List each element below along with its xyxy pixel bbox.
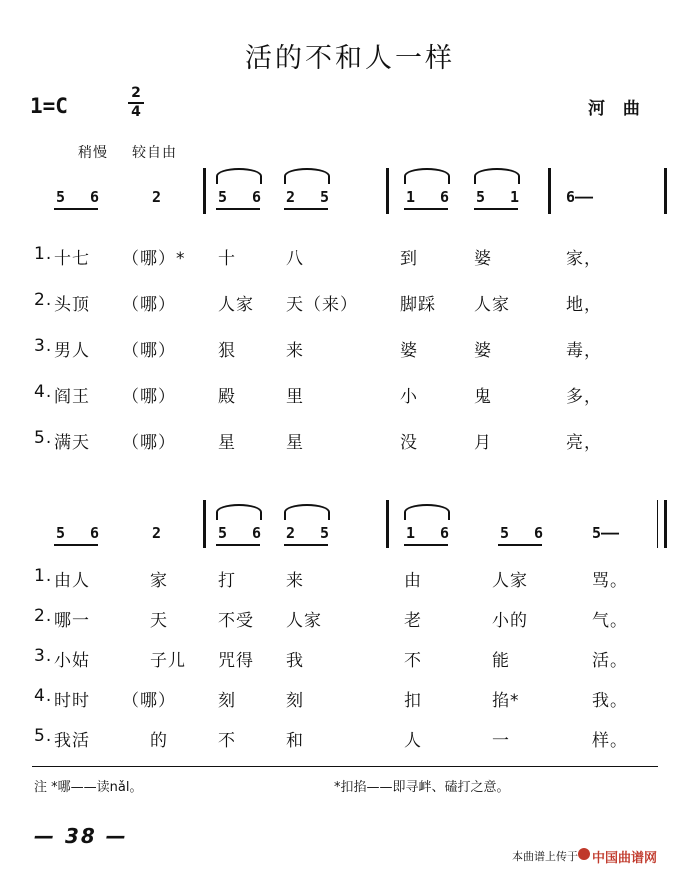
verse-number: 1. bbox=[34, 244, 53, 264]
lyric-cell: 小 bbox=[400, 387, 418, 407]
lyric-cell: 毒， bbox=[566, 341, 602, 361]
note-group: 2 bbox=[152, 524, 162, 542]
lyric-cell: 男人 bbox=[54, 341, 90, 361]
note-group: 5—— bbox=[592, 524, 620, 542]
barline bbox=[203, 500, 206, 548]
lyric-cell: 打 bbox=[218, 571, 236, 591]
lyric-cell: 我活 bbox=[54, 731, 90, 751]
note-group: 1 6 bbox=[406, 524, 458, 542]
site-name: 中国曲谱网 bbox=[592, 851, 658, 866]
verse-number: 4. bbox=[34, 382, 53, 402]
lyric-cell: 星 bbox=[218, 433, 236, 453]
footnote-right: *扣掐——即寻衅、磕打之意。 bbox=[334, 780, 510, 795]
footnote-left: 注 *哪——读nǎl。 bbox=[34, 780, 143, 795]
lyric-cell: 婆 bbox=[400, 341, 418, 361]
lyric-cell: 婆 bbox=[474, 249, 492, 269]
beam bbox=[404, 208, 448, 210]
note-group: 2 bbox=[152, 188, 162, 206]
lyric-cell: 阎王 bbox=[54, 387, 90, 407]
beam bbox=[474, 208, 518, 210]
note-group: 6—— bbox=[566, 188, 594, 206]
lyric-cell: 鬼 bbox=[474, 387, 492, 407]
lyric-cell: 和 bbox=[286, 731, 304, 751]
lyric-cell: （哪） bbox=[122, 691, 176, 711]
lyric-cell: （哪） bbox=[122, 433, 176, 453]
slur bbox=[474, 168, 520, 184]
lyric-cell: 多， bbox=[566, 387, 602, 407]
verse-number: 5. bbox=[34, 428, 53, 448]
lyric-cell: 活。 bbox=[592, 651, 628, 671]
lyric-cell: 样。 bbox=[592, 731, 628, 751]
lyric-cell: 八 bbox=[286, 249, 304, 269]
lyric-cell: 时时 bbox=[54, 691, 90, 711]
lyric-cell: 满天 bbox=[54, 433, 90, 453]
lyric-cell: 月 bbox=[474, 433, 492, 453]
beam bbox=[54, 544, 98, 546]
site-logo-icon bbox=[578, 848, 590, 860]
beam bbox=[404, 544, 448, 546]
page-number: — 38 — bbox=[34, 824, 128, 848]
lyric-cell: 我。 bbox=[592, 691, 628, 711]
note-group: 1 6 bbox=[406, 188, 458, 206]
beam bbox=[54, 208, 98, 210]
lyric-cell: 由 bbox=[404, 571, 422, 591]
time-signature-bottom: 4 bbox=[131, 104, 141, 120]
upload-credit: 本曲谱上传于 bbox=[512, 850, 578, 863]
lyric-cell: 殿 bbox=[218, 387, 236, 407]
lyric-cell: 小姑 bbox=[54, 651, 90, 671]
lyric-cell: 子儿 bbox=[150, 651, 186, 671]
lyric-cell: 家， bbox=[566, 249, 602, 269]
lyric-cell: 一 bbox=[492, 731, 510, 751]
barline-thin bbox=[657, 500, 658, 548]
beam bbox=[284, 208, 328, 210]
verse-number: 2. bbox=[34, 606, 53, 626]
lyric-cell: 脚踩 bbox=[400, 295, 436, 315]
verse-number: 4. bbox=[34, 686, 53, 706]
lyric-cell: 地， bbox=[566, 295, 602, 315]
lyric-cell: 狠 bbox=[218, 341, 236, 361]
verse-number: 5. bbox=[34, 726, 53, 746]
lyric-cell: 刻 bbox=[218, 691, 236, 711]
lyric-cell: 人 bbox=[404, 731, 422, 751]
lyric-cell: （哪） bbox=[122, 295, 176, 315]
lyric-cell: 不 bbox=[218, 731, 236, 751]
note-group: 5 6 bbox=[500, 524, 552, 542]
lyric-cell: 没 bbox=[400, 433, 418, 453]
lyric-cell: 不受 bbox=[218, 611, 254, 631]
lyric-cell: 由人 bbox=[54, 571, 90, 591]
lyric-cell: 天 bbox=[150, 611, 168, 631]
slur bbox=[216, 504, 262, 520]
lyric-cell: 头顶 bbox=[54, 295, 90, 315]
page-title: 活的不和人一样 bbox=[245, 43, 455, 74]
barline bbox=[664, 500, 667, 548]
lyric-cell: 亮， bbox=[566, 433, 602, 453]
lyric-cell: 刻 bbox=[286, 691, 304, 711]
slur bbox=[404, 168, 450, 184]
lyric-cell: 十 bbox=[218, 249, 236, 269]
lyric-cell: （哪）* bbox=[122, 249, 186, 269]
barline bbox=[548, 168, 551, 214]
slur bbox=[216, 168, 262, 184]
key-signature: 1=C bbox=[30, 94, 68, 118]
lyric-cell: 小的 bbox=[492, 611, 528, 631]
lyric-cell: 不 bbox=[404, 651, 422, 671]
lyric-cell: 婆 bbox=[474, 341, 492, 361]
lyric-cell: 咒得 bbox=[218, 651, 254, 671]
lyric-cell: 十七 bbox=[54, 249, 90, 269]
barline bbox=[386, 168, 389, 214]
note-group: 5 6 bbox=[56, 524, 108, 542]
lyric-cell: 家 bbox=[150, 571, 168, 591]
lyric-cell: 气。 bbox=[592, 611, 628, 631]
note-group: 5 6 bbox=[218, 188, 270, 206]
barline bbox=[203, 168, 206, 214]
lyric-cell: 扣 bbox=[404, 691, 422, 711]
tempo-marking-2: 较自由 bbox=[132, 145, 177, 161]
lyric-cell: 老 bbox=[404, 611, 422, 631]
beam bbox=[498, 544, 542, 546]
lyric-cell: 能 bbox=[492, 651, 510, 671]
lyric-cell: 骂。 bbox=[592, 571, 628, 591]
time-signature bbox=[128, 86, 144, 120]
region-label: 河 曲 bbox=[588, 99, 646, 119]
lyric-cell: 天（来） bbox=[286, 295, 358, 315]
verse-number: 3. bbox=[34, 336, 53, 356]
slur bbox=[284, 168, 330, 184]
beam bbox=[216, 208, 260, 210]
beam bbox=[216, 544, 260, 546]
lyric-cell: （哪） bbox=[122, 387, 176, 407]
lyric-cell: 掐* bbox=[492, 691, 520, 711]
verse-number: 2. bbox=[34, 290, 53, 310]
lyric-cell: 哪一 bbox=[54, 611, 90, 631]
lyric-cell: 人家 bbox=[474, 295, 510, 315]
note-group: 5 6 bbox=[56, 188, 108, 206]
verse-number: 3. bbox=[34, 646, 53, 666]
lyric-cell: （哪） bbox=[122, 341, 176, 361]
lyric-cell: 来 bbox=[286, 341, 304, 361]
lyric-cell: 来 bbox=[286, 571, 304, 591]
verse-number: 1. bbox=[34, 566, 53, 586]
lyric-cell: 人家 bbox=[218, 295, 254, 315]
barline bbox=[386, 500, 389, 548]
lyric-cell: 里 bbox=[286, 387, 304, 407]
footnote-divider bbox=[32, 766, 658, 767]
note-group: 2 5 bbox=[286, 524, 338, 542]
note-group: 2 5 bbox=[286, 188, 338, 206]
lyric-cell: 人家 bbox=[492, 571, 528, 591]
lyric-cell: 人家 bbox=[286, 611, 322, 631]
barline bbox=[664, 168, 667, 214]
slur bbox=[284, 504, 330, 520]
lyric-cell: 我 bbox=[286, 651, 304, 671]
note-group: 5 1 bbox=[476, 188, 528, 206]
slur bbox=[404, 504, 450, 520]
beam bbox=[284, 544, 328, 546]
note-group: 5 6 bbox=[218, 524, 270, 542]
time-signature-top: 2 bbox=[131, 85, 141, 101]
lyric-cell: 星 bbox=[286, 433, 304, 453]
tempo-marking-1: 稍慢 bbox=[78, 145, 108, 161]
lyric-cell: 的 bbox=[150, 731, 168, 751]
lyric-cell: 到 bbox=[400, 249, 418, 269]
